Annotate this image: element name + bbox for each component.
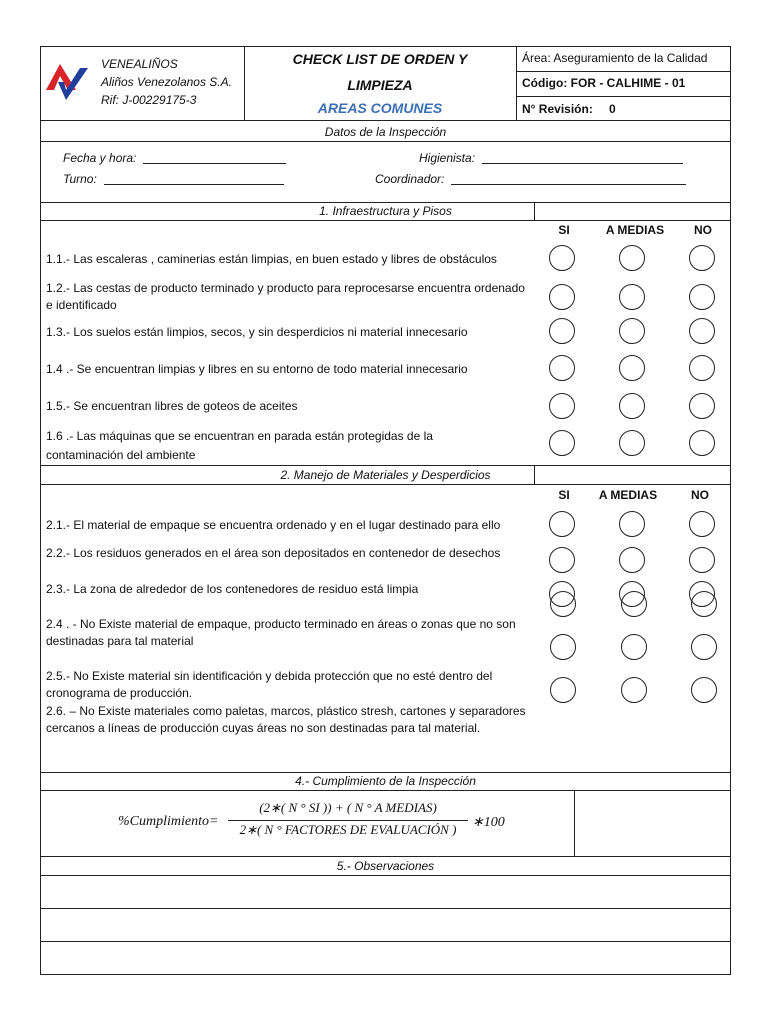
option-1-3-medias[interactable] — [619, 318, 645, 344]
observation-rule — [40, 908, 731, 909]
checklist-item-2-5: 2.5.- No Existe material sin identificación y debida protección que no esté dentro del cronograma de producción. — [46, 669, 493, 700]
option-1-2-no[interactable] — [689, 284, 715, 310]
formula-numerator: (2∗( N ° SI )) + ( N ° A MEDIAS) — [259, 800, 437, 815]
coordinador-input[interactable] — [451, 173, 686, 185]
option-2-1-no[interactable] — [689, 511, 715, 537]
company-rif: Rif: J-00229175-3 — [101, 93, 197, 107]
option-2-2-no[interactable] — [689, 547, 715, 573]
observation-line-3[interactable] — [42, 943, 729, 973]
option-1-5-no[interactable] — [689, 393, 715, 419]
codigo-field: Código: FOR - CALHIME - 01 — [522, 76, 686, 90]
section4-title: 4.- Cumplimiento de la Inspección — [295, 774, 476, 788]
col-no-label: NO — [694, 223, 712, 237]
col-medias-label: A MEDIAS — [605, 223, 665, 237]
section-rule — [40, 220, 731, 221]
checklist-item-2-3: 2.3.- La zona de alrededor de los contenedores de residuo está limpia — [46, 582, 419, 596]
observation-line-1[interactable] — [42, 877, 729, 907]
form-title-line2: LIMPIEZA — [347, 77, 413, 93]
higienista-label: Higienista: — [419, 151, 476, 165]
option-2-5-no[interactable] — [691, 677, 717, 703]
revision-value: 0 — [609, 102, 616, 116]
option-1-1-no[interactable] — [689, 245, 715, 271]
option-2-2-si[interactable] — [549, 547, 575, 573]
section-rule — [40, 465, 731, 466]
coordinador-label: Coordinador: — [375, 172, 445, 186]
option-2-4-si-top[interactable] — [550, 591, 576, 617]
col-no-label-2: NO — [691, 488, 709, 502]
section2-title: 2. Manejo de Materiales y Desperdicios — [280, 468, 491, 482]
col-si-label: SI — [558, 223, 570, 237]
option-1-6-no[interactable] — [689, 430, 715, 456]
section-rule — [40, 120, 731, 121]
header-rule — [516, 71, 731, 72]
option-1-2-si[interactable] — [549, 284, 575, 310]
option-2-4-medias[interactable] — [621, 634, 647, 660]
col-medias-label-2: A MEDIAS — [598, 488, 658, 502]
option-1-5-medias[interactable] — [619, 393, 645, 419]
form-subtitle: AREAS COMUNES — [317, 100, 443, 116]
section-rule — [40, 484, 731, 485]
section-rule — [40, 202, 731, 203]
option-1-2-medias[interactable] — [619, 284, 645, 310]
checklist-item-2-1: 2.1.- El material de empaque se encuentra ordenado y en el lugar destinado para ello — [46, 518, 501, 532]
section-rule — [40, 790, 731, 791]
option-2-4-si[interactable] — [550, 634, 576, 660]
formula-tail: ∗100 — [472, 815, 505, 830]
option-2-1-medias[interactable] — [619, 511, 645, 537]
option-1-3-no[interactable] — [689, 318, 715, 344]
company-name: VENEALIÑOS — [101, 57, 178, 71]
formula-lhs: %Cumplimiento= — [118, 814, 219, 829]
section-rule — [40, 772, 731, 773]
checklist-item-1-5: 1.5.- Se encuentran libres de goteos de aceites — [46, 399, 298, 413]
venealinos-logo — [44, 60, 90, 106]
column-divider — [534, 465, 535, 484]
section-rule — [40, 856, 731, 857]
checklist-item-1-4: 1.4 .- Se encuentran limpias y libres en su entorno de todo material innecesario — [46, 362, 468, 376]
fecha-label: Fecha y hora: — [63, 151, 137, 165]
column-divider — [534, 202, 535, 220]
option-1-1-medias[interactable] — [619, 245, 645, 271]
revision-label: N° Revisión: — [522, 102, 593, 116]
turno-input[interactable] — [104, 173, 284, 185]
option-1-4-medias[interactable] — [619, 355, 645, 381]
formula-fraction-bar — [228, 820, 468, 821]
option-2-4-no-top[interactable] — [691, 591, 717, 617]
option-1-1-si[interactable] — [549, 245, 575, 271]
checklist-item-2-4: 2.4 . - No Existe material de empaque, producto terminado en áreas o zonas que no son destinadas para tal material — [46, 617, 516, 648]
section-rule — [40, 141, 731, 142]
section1-title: 1. Infraestructura y Pisos — [319, 204, 452, 218]
turno-label: Turno: — [63, 172, 97, 186]
section-rule — [40, 875, 731, 876]
option-1-6-si[interactable] — [549, 430, 575, 456]
observation-rule — [40, 941, 731, 942]
higienista-input[interactable] — [482, 152, 683, 164]
section5-title: 5.- Observaciones — [336, 859, 435, 873]
header-divider-2 — [516, 46, 517, 120]
option-1-4-no[interactable] — [689, 355, 715, 381]
option-2-4-no[interactable] — [691, 634, 717, 660]
option-1-6-medias[interactable] — [619, 430, 645, 456]
formula-denominator: 2∗( N ° FACTORES DE EVALUACIÓN ) — [239, 822, 457, 837]
observation-line-2[interactable] — [42, 910, 729, 940]
fecha-input[interactable] — [143, 152, 286, 164]
option-2-2-medias[interactable] — [619, 547, 645, 573]
area-field: Área: Aseguramiento de la Calidad — [522, 51, 708, 65]
inspection-section-title: Datos de la Inspección — [324, 125, 447, 139]
score-result-cell[interactable] — [578, 794, 728, 852]
checklist-item-1-2: 1.2.- Las cestas de producto terminado y producto para reprocesarse encuentra ordenado e identificado — [46, 281, 525, 312]
option-1-3-si[interactable] — [549, 318, 575, 344]
company-legal-name: Aliños Venezolanos S.A. — [101, 75, 232, 89]
option-2-5-medias[interactable] — [621, 677, 647, 703]
col-si-label-2: SI — [558, 488, 570, 502]
option-1-5-si[interactable] — [549, 393, 575, 419]
score-divider — [574, 790, 575, 856]
header-rule — [516, 96, 731, 97]
checklist-item-1-1: 1.1.- Las escaleras , caminerias están limpias, en buen estado y libres de obstáculos — [46, 252, 497, 266]
checklist-item-1-6: 1.6 .- Las máquinas que se encuentran en parada están protegidas de la contaminación del ambiente — [46, 429, 433, 462]
form-title: CHECK LIST DE ORDEN Y — [292, 51, 468, 67]
checklist-item-2-2: 2.2.- Los residuos generados en el área son depositados en contenedor de desechos — [46, 546, 501, 560]
option-2-1-si[interactable] — [549, 511, 575, 537]
checklist-item-2-6: 2.6. – No Existe materiales como paletas, marcos, plástico stresh, cartones y separadores cercanos a líneas de producción cuyas áreas no son destinadas para tal material. — [46, 704, 526, 735]
option-1-4-si[interactable] — [549, 355, 575, 381]
option-2-5-si[interactable] — [550, 677, 576, 703]
checklist-item-1-3: 1.3.- Los suelos están limpios, secos, y sin desperdicios ni material innecesario — [46, 325, 468, 339]
option-2-4-medias-top[interactable] — [621, 591, 647, 617]
